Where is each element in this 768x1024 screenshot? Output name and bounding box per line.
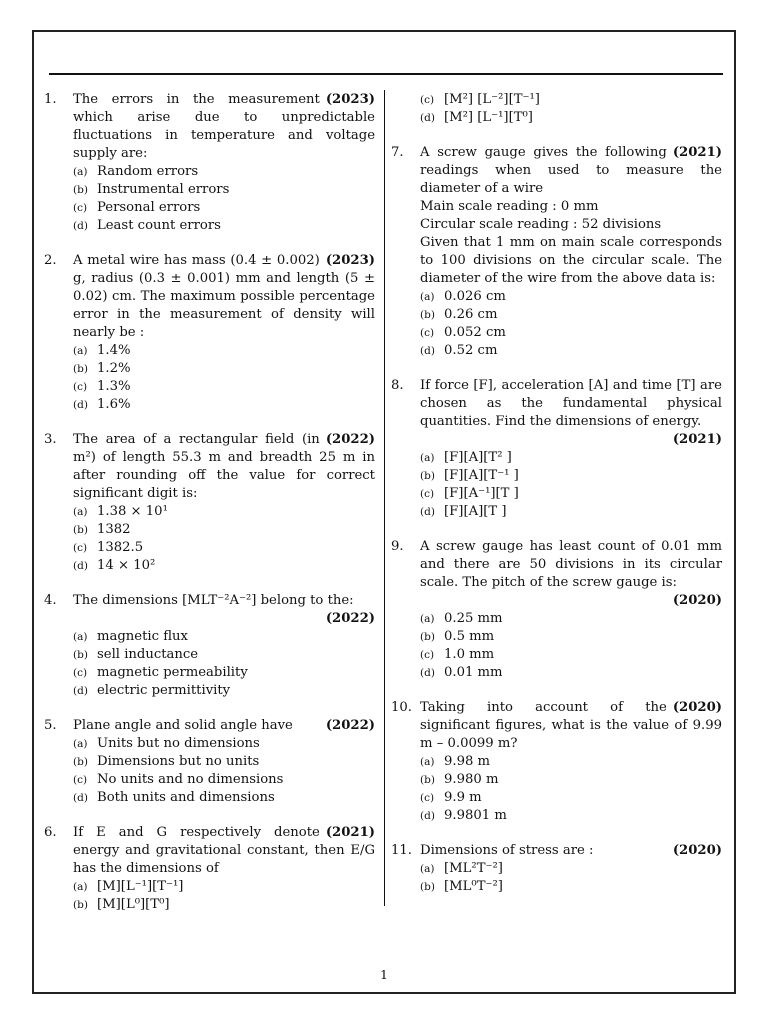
- question-body: If force [F], acceleration [A] and time [T] are chosen as the fundamental physical quantities. Find the dimensions of energy.: [420, 378, 722, 429]
- question-text: [420, 144, 722, 198]
- option-text: magnetic flux: [97, 629, 188, 644]
- option-label: (d): [73, 399, 88, 411]
- option-label: (b): [73, 899, 88, 911]
- question-header: [44, 592, 375, 610]
- question: [391, 842, 722, 896]
- option-text: 0.52 cm: [444, 343, 498, 358]
- option-text: 1.4%: [97, 343, 131, 358]
- question-body: The errors in the measurement which arise due to unpredictable fluctuations in temperature and voltage supply are:: [73, 92, 375, 161]
- option-label: (c): [420, 94, 435, 106]
- option-text: [M²] [L⁻¹][T⁰]: [444, 110, 533, 125]
- question-text: [73, 91, 375, 163]
- option: [391, 646, 722, 664]
- question-number: 8.: [391, 378, 404, 393]
- option-label: (d): [73, 792, 88, 804]
- option-text: 0.5 mm: [444, 629, 495, 644]
- question-header: [391, 377, 722, 431]
- option-text: 1382: [97, 522, 131, 537]
- option-text: [F][A][T ]: [444, 504, 507, 519]
- option-text: 1382.5: [97, 540, 144, 555]
- option-label: (b): [73, 363, 88, 375]
- question-text: [73, 431, 375, 503]
- question-text: [420, 377, 722, 431]
- question-body: The dimensions [MLT⁻²A⁻²] belong to the:: [73, 593, 354, 608]
- option-text: 1.6%: [97, 397, 131, 412]
- option-text: [F][A⁻¹][T ]: [444, 486, 519, 501]
- question-number: 9.: [391, 539, 404, 554]
- option-label: (c): [420, 488, 435, 500]
- option-text: electric permittivity: [97, 683, 231, 698]
- question-header: [44, 717, 375, 735]
- option-label: (d): [73, 220, 88, 232]
- option-text: [M²] [L⁻²][T⁻¹]: [444, 92, 540, 107]
- option-label: (d): [420, 810, 435, 822]
- question-year: (2023): [325, 92, 375, 107]
- option: [44, 181, 375, 199]
- option: [391, 789, 722, 807]
- left-column: [44, 91, 375, 931]
- question-header: [44, 824, 375, 878]
- option: [44, 628, 375, 646]
- question-number: 11.: [391, 843, 412, 858]
- option: [391, 610, 722, 628]
- option-label: (b): [420, 309, 435, 321]
- option-text: [M][L⁰][T⁰]: [97, 897, 170, 912]
- option-label: (a): [73, 631, 88, 643]
- question-text: [420, 699, 722, 753]
- question: [44, 824, 375, 914]
- option-label: (a): [420, 291, 435, 303]
- option: [391, 485, 722, 503]
- question-year: (2020): [672, 593, 722, 608]
- option: [44, 539, 375, 557]
- option-label: (c): [420, 649, 435, 661]
- option-text: [F][A][T² ]: [444, 450, 512, 465]
- question-text: [73, 252, 375, 342]
- question-body: Dimensions of stress are :: [420, 843, 594, 858]
- option-text: 14 × 10²: [97, 558, 156, 573]
- option-label: (c): [420, 327, 435, 339]
- option-text: 1.38 × 10¹: [97, 504, 168, 519]
- option-label: (b): [73, 756, 88, 768]
- question-header: [44, 91, 375, 163]
- question-year: (2022): [325, 718, 375, 733]
- question-year: (2021): [672, 432, 722, 447]
- option-label: (d): [73, 560, 88, 572]
- question: [391, 699, 722, 825]
- question-detail: Circular scale reading : 52 divisions: [420, 217, 662, 232]
- option: [391, 807, 722, 825]
- question: [44, 592, 375, 700]
- question-year: (2022): [325, 432, 375, 447]
- question-text: [420, 842, 722, 860]
- option-label: (c): [73, 542, 88, 554]
- option-label: (b): [73, 524, 88, 536]
- question-detail: Given that 1 mm on main scale corresponds to 100 divisions on the circular scale. The diameter of the wire from the above data is:: [420, 235, 722, 286]
- question-header: [391, 144, 722, 198]
- question-number: 7.: [391, 145, 404, 160]
- option-text: 9.98 m: [444, 754, 491, 769]
- option: [44, 503, 375, 521]
- option-label: (b): [420, 470, 435, 482]
- header-rule: [49, 73, 723, 75]
- question-number: 3.: [44, 432, 57, 447]
- option: [44, 163, 375, 181]
- option-text: [ML²T⁻²]: [444, 861, 503, 876]
- question-number: 10.: [391, 700, 412, 715]
- question-header: [391, 699, 722, 753]
- option: [391, 860, 722, 878]
- option-text: 9.9801 m: [444, 808, 507, 823]
- option-label: (c): [73, 381, 88, 393]
- option-label: (b): [73, 649, 88, 661]
- option-text: 9.980 m: [444, 772, 499, 787]
- option: [44, 896, 375, 914]
- option-label: (a): [420, 756, 435, 768]
- question-year: (2022): [325, 611, 375, 626]
- option-label: (b): [420, 881, 435, 893]
- option: [391, 306, 722, 324]
- option-text: Personal errors: [97, 200, 201, 215]
- option: [391, 288, 722, 306]
- question-header: [44, 431, 375, 503]
- option: [44, 521, 375, 539]
- question-header: [44, 252, 375, 342]
- option-text: sell inductance: [97, 647, 199, 662]
- option-label: (a): [73, 506, 88, 518]
- option: [44, 557, 375, 575]
- option: [391, 503, 722, 521]
- option: [44, 378, 375, 396]
- option-label: (c): [73, 202, 88, 214]
- option: [44, 360, 375, 378]
- question-body: Plane angle and solid angle have: [73, 718, 293, 733]
- option-text: Instrumental errors: [97, 182, 230, 197]
- option-text: 0.026 cm: [444, 289, 506, 304]
- option-text: Both units and dimensions: [97, 790, 275, 805]
- question-number: 6.: [44, 825, 57, 840]
- question-number: 1.: [44, 92, 57, 107]
- option-text: Dimensions but no units: [97, 754, 260, 769]
- question-body: A metal wire has mass (0.4 ± 0.002) g, radius (0.3 ± 0.001) mm and length (5 ± 0.02) cm. The maximum possible percentage error in the measurement of density will nearly be :: [73, 253, 375, 340]
- option: [44, 682, 375, 700]
- question-year: (2021): [325, 825, 375, 840]
- option: [391, 467, 722, 485]
- option-label: (a): [73, 166, 88, 178]
- option: [44, 396, 375, 414]
- question-body: Taking into account of the significant figures, what is the value of 9.99 m – 0.0099 m?: [420, 700, 722, 751]
- option-label: (d): [420, 506, 435, 518]
- option-label: (a): [73, 345, 88, 357]
- option-label: (c): [420, 792, 435, 804]
- question: [44, 91, 375, 235]
- option: [391, 878, 722, 896]
- option-label: (a): [73, 738, 88, 750]
- question-text: [420, 538, 722, 592]
- question: [391, 144, 722, 360]
- option-text: magnetic permeability: [97, 665, 248, 680]
- option: [391, 324, 722, 342]
- question-header: [391, 842, 722, 860]
- question-text: [73, 592, 375, 610]
- option-text: No units and no dimensions: [97, 772, 284, 787]
- option-label: (c): [73, 667, 88, 679]
- option: [44, 789, 375, 807]
- question-year: (2023): [325, 253, 375, 268]
- option-label: (b): [420, 631, 435, 643]
- option-text: Units but no dimensions: [97, 736, 260, 751]
- option: [391, 753, 722, 771]
- option-text: 1.2%: [97, 361, 131, 376]
- option: [44, 217, 375, 235]
- option: [44, 342, 375, 360]
- option: [391, 91, 722, 109]
- option: [391, 771, 722, 789]
- option-text: 0.25 mm: [444, 611, 503, 626]
- option: [44, 199, 375, 217]
- question-body: The area of a rectangular field (in m²) of length 55.3 m and breadth 25 m in after rounding off the value for correct significant digit is:: [73, 432, 375, 501]
- option-label: (a): [420, 863, 435, 875]
- right-column: [391, 91, 722, 913]
- option-label: (d): [73, 685, 88, 697]
- option: [391, 664, 722, 682]
- question-year: (2021): [672, 145, 722, 160]
- option-label: (a): [420, 613, 435, 625]
- option: [44, 646, 375, 664]
- question-body: A screw gauge gives the following readings when used to measure the diameter of a wire: [420, 145, 722, 196]
- option-text: [M][L⁻¹][T⁻¹]: [97, 879, 184, 894]
- option-text: Random errors: [97, 164, 199, 179]
- option: [44, 735, 375, 753]
- question-text: [73, 717, 375, 735]
- option-text: 0.01 mm: [444, 665, 503, 680]
- option-text: [ML⁰T⁻²]: [444, 879, 503, 894]
- question-year: (2020): [672, 843, 722, 858]
- column-divider: [384, 90, 385, 906]
- option: [391, 109, 722, 127]
- option: [44, 664, 375, 682]
- question-year: (2020): [672, 700, 722, 715]
- question-number: 4.: [44, 593, 57, 608]
- question-header: [391, 538, 722, 592]
- question-detail: Main scale reading : 0 mm: [420, 199, 599, 214]
- question: [391, 538, 722, 682]
- option-text: [F][A][T⁻¹ ]: [444, 468, 519, 483]
- option-text: 9.9 m: [444, 790, 482, 805]
- option: [391, 628, 722, 646]
- option: [44, 771, 375, 789]
- question-body: If E and G respectively denote energy and gravitational constant, then E/G has the dimensions of: [73, 825, 375, 876]
- option-text: 0.052 cm: [444, 325, 506, 340]
- option: [44, 878, 375, 896]
- question-text: [73, 824, 375, 878]
- option-label: (a): [420, 452, 435, 464]
- page-number: 1: [380, 967, 388, 982]
- option-label: (d): [420, 345, 435, 357]
- option-label: (a): [73, 881, 88, 893]
- option: [44, 753, 375, 771]
- option-text: 1.3%: [97, 379, 131, 394]
- question: [391, 377, 722, 521]
- option: [391, 342, 722, 360]
- option: [391, 449, 722, 467]
- option-label: (b): [73, 184, 88, 196]
- question-number: 2.: [44, 253, 57, 268]
- question-number: 5.: [44, 718, 57, 733]
- question: [44, 717, 375, 807]
- option-label: (c): [73, 774, 88, 786]
- question: [44, 431, 375, 575]
- option-label: (d): [420, 667, 435, 679]
- question: [44, 252, 375, 414]
- continued-options: [391, 91, 722, 127]
- question-body: A screw gauge has least count of 0.01 mm and there are 50 divisions in its circular scale. The pitch of the screw gauge is:: [420, 539, 722, 590]
- option-text: 1.0 mm: [444, 647, 495, 662]
- option-text: 0.26 cm: [444, 307, 498, 322]
- option-label: (b): [420, 774, 435, 786]
- option-label: (d): [420, 112, 435, 124]
- option-text: Least count errors: [97, 218, 221, 233]
